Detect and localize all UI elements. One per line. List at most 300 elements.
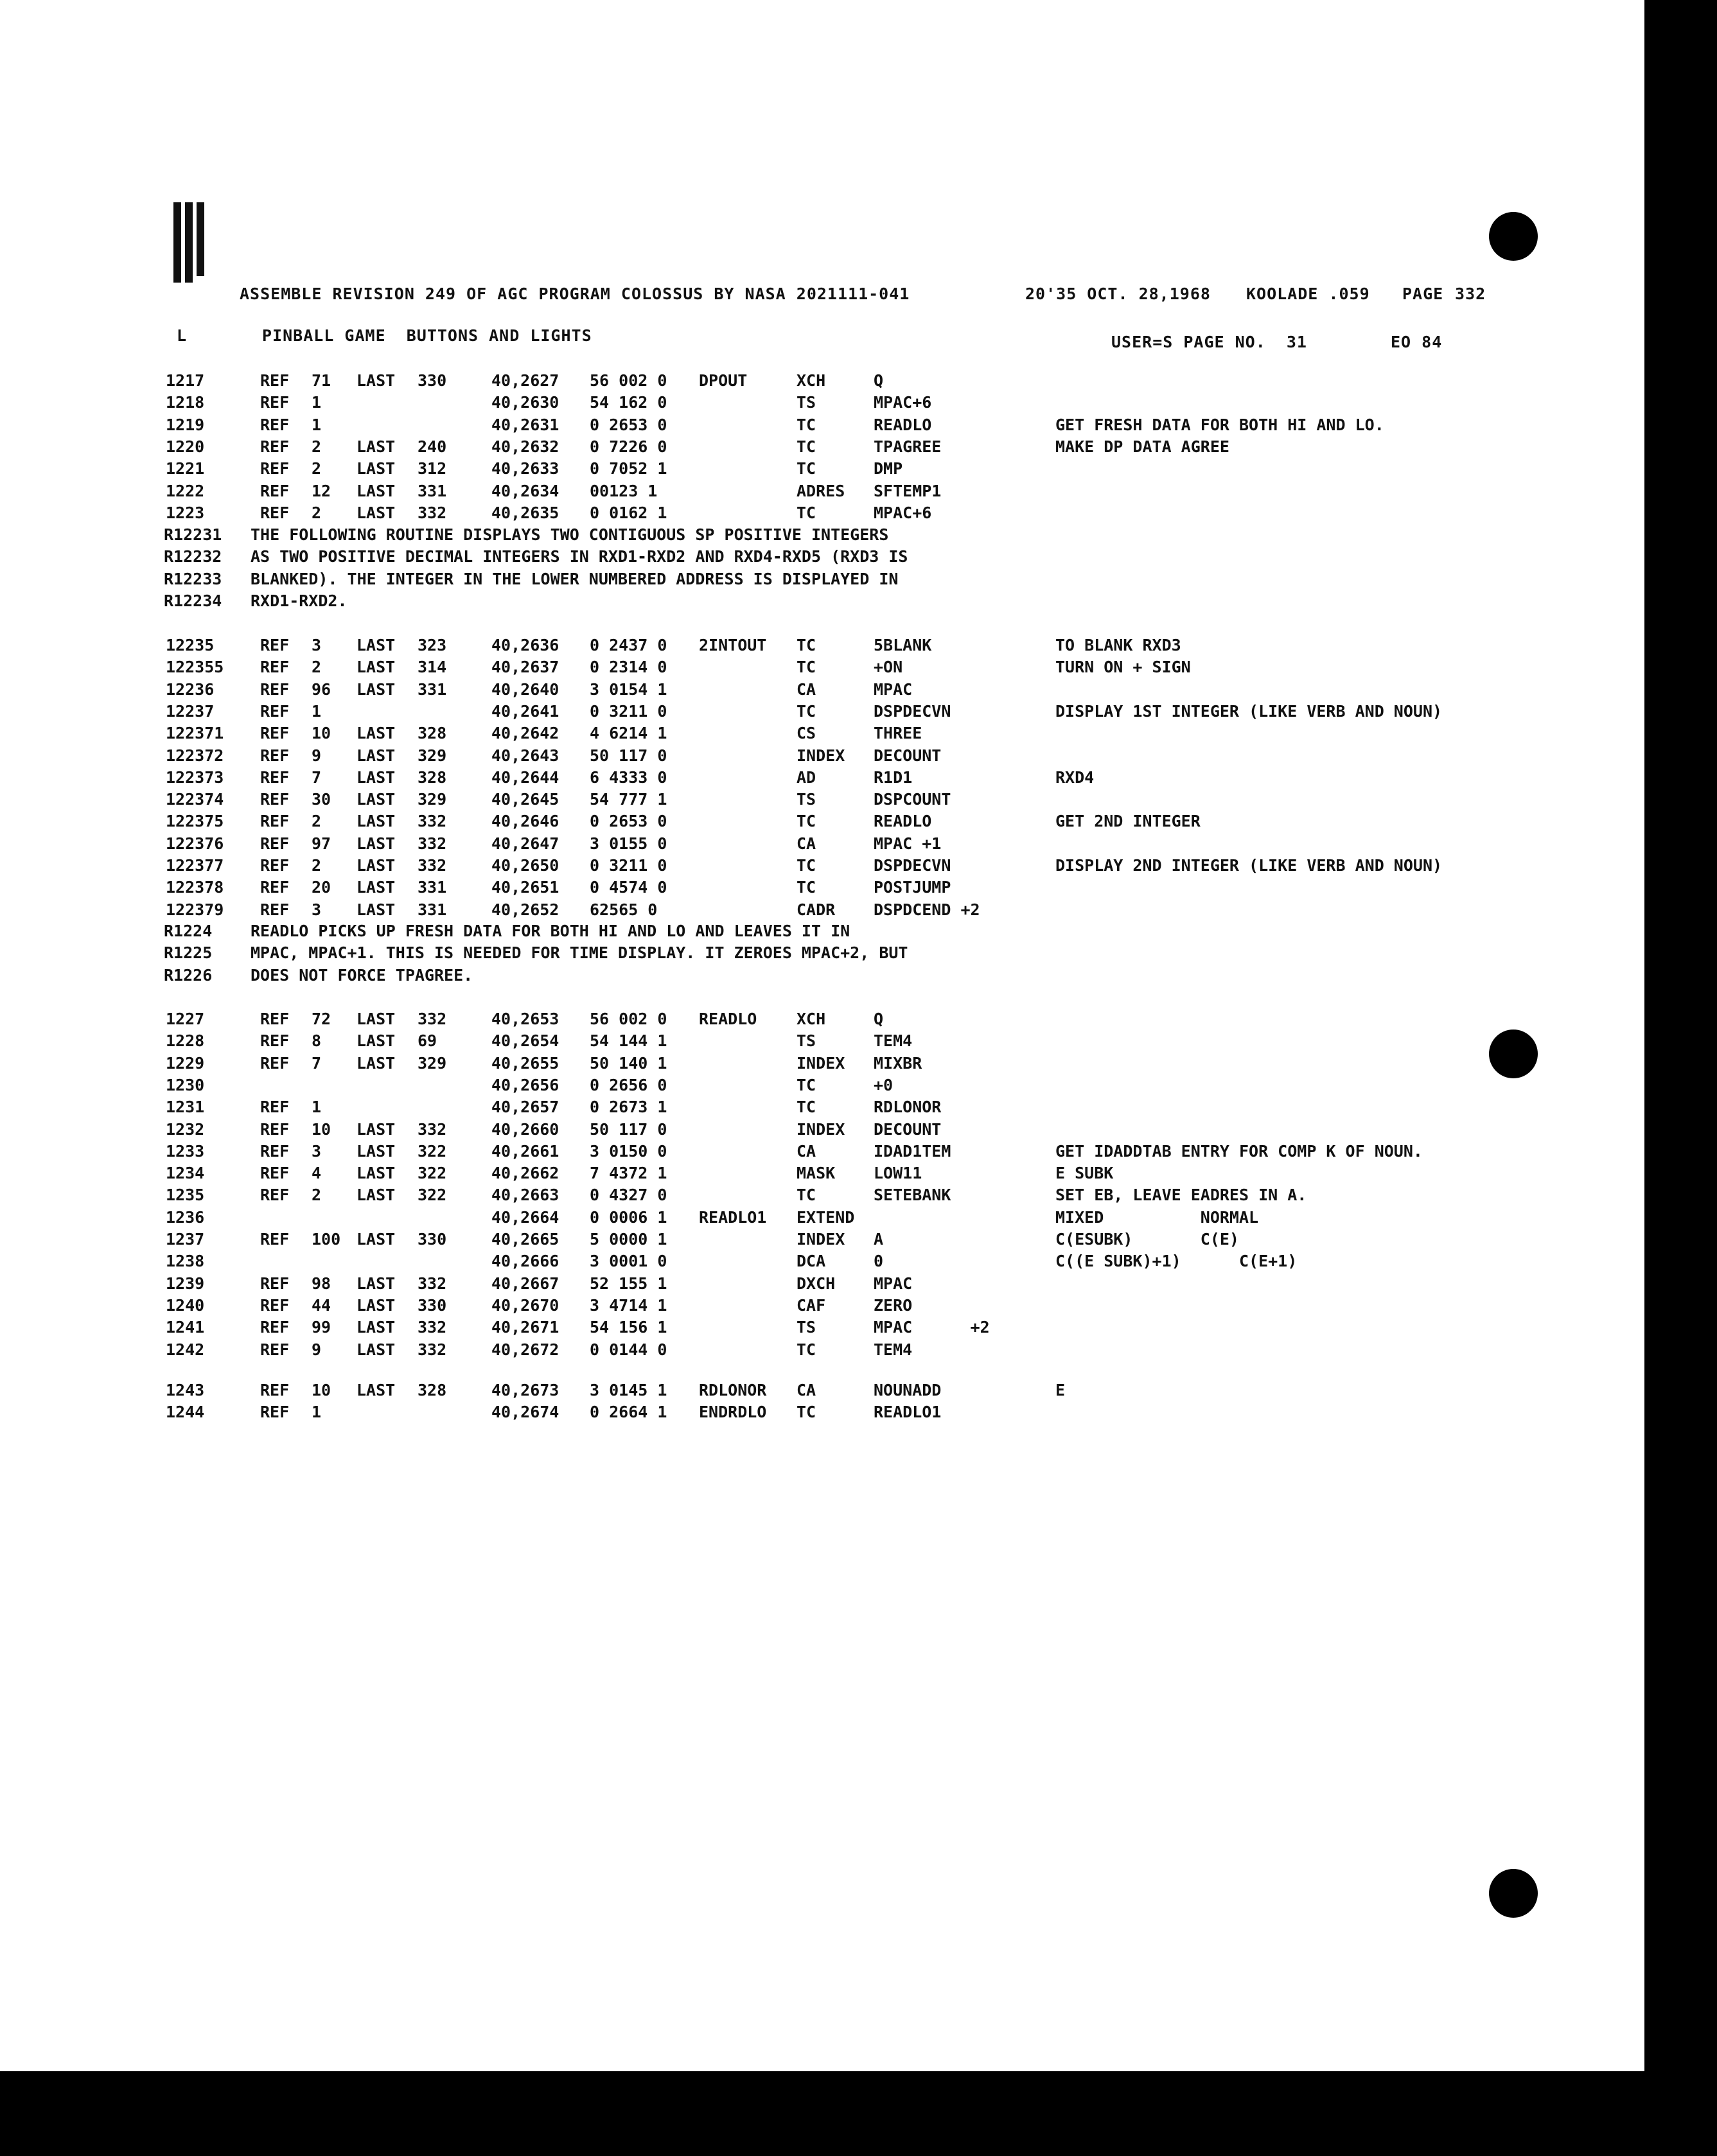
opcode: TC: [797, 1403, 816, 1422]
last-keyword: LAST: [357, 503, 396, 522]
last-page: 328: [418, 724, 447, 743]
opcode: CAF: [797, 1295, 826, 1315]
opcode: MASK: [797, 1164, 836, 1183]
ref-keyword: REF: [260, 393, 290, 412]
address: 40,2662: [491, 1164, 559, 1183]
last-page: 332: [418, 856, 447, 875]
ref-keyword: REF: [260, 878, 290, 897]
last-page: 312: [418, 459, 447, 478]
ref-count: 98: [312, 1274, 331, 1293]
line-number: 1242: [166, 1340, 205, 1359]
last-keyword: LAST: [357, 1230, 396, 1249]
ref-keyword: REF: [260, 724, 290, 743]
section-title: PINBALL GAME BUTTONS AND LIGHTS: [262, 326, 592, 345]
opcode: DXCH: [797, 1274, 836, 1293]
address: 40,2644: [491, 767, 559, 787]
machine-code: 0 2656 0: [590, 1075, 667, 1094]
opcode: TC: [797, 1186, 816, 1205]
address: 40,2670: [491, 1295, 559, 1315]
binder-hole-bottom: [1489, 1869, 1538, 1918]
operand: POSTJUMP: [874, 878, 951, 897]
remark-id: R12233: [164, 569, 222, 588]
ref-count: 44: [312, 1295, 331, 1315]
ref-count: 2: [312, 503, 322, 522]
opcode: TC: [797, 1075, 816, 1094]
ref-count: 3: [312, 1141, 322, 1161]
last-page: 331: [418, 679, 447, 699]
last-page: 329: [418, 790, 447, 809]
line-number: 1220: [166, 437, 205, 456]
operand: DMP: [874, 459, 903, 478]
last-page: 330: [418, 1295, 447, 1315]
last-page: 332: [418, 1340, 447, 1359]
ref-count: 100: [312, 1230, 341, 1249]
operand: RDLONOR: [874, 1098, 942, 1117]
address: 40,2667: [491, 1274, 559, 1293]
line-number: 122377: [166, 856, 224, 875]
address: 40,2656: [491, 1075, 559, 1094]
machine-code: 4 6214 1: [590, 724, 667, 743]
address: 40,2674: [491, 1403, 559, 1422]
ref-keyword: REF: [260, 503, 290, 522]
line-number: 1237: [166, 1230, 205, 1249]
operand: MPAC: [874, 679, 913, 699]
ref-count: 2: [312, 1186, 322, 1205]
page-number: 332: [1455, 285, 1486, 303]
comment: DISPLAY 1ST INTEGER (LIKE VERB AND NOUN): [1055, 701, 1443, 721]
last-keyword: LAST: [357, 724, 396, 743]
ref-count: 72: [312, 1010, 331, 1028]
line-number: 1239: [166, 1274, 205, 1293]
line-number: 1221: [166, 459, 205, 478]
ref-keyword: REF: [260, 812, 290, 831]
last-keyword: LAST: [357, 658, 396, 677]
operand: SETEBANK: [874, 1186, 951, 1205]
last-keyword: LAST: [357, 1119, 396, 1139]
ref-keyword: REF: [260, 1403, 290, 1422]
line-number: 1228: [166, 1031, 205, 1051]
remark-text: MPAC, MPAC+1. THIS IS NEEDED FOR TIME DISPLAY. IT ZEROES MPAC+2, BUT: [251, 943, 908, 963]
address: 40,2642: [491, 724, 559, 743]
last-page: 330: [418, 1230, 447, 1249]
opcode: TC: [797, 1340, 816, 1359]
opcode: TC: [797, 636, 816, 654]
opcode: INDEX: [797, 1053, 845, 1073]
ref-keyword: REF: [260, 1230, 290, 1249]
last-page: 332: [418, 812, 447, 831]
remark-id: R1225: [164, 943, 213, 963]
opcode: EXTEND: [797, 1207, 855, 1227]
operand: DSPDECVN: [874, 856, 951, 875]
user-id: KOOLADE .059: [1246, 285, 1370, 303]
ref-count: 7: [312, 1053, 322, 1073]
machine-code: 0 0144 0: [590, 1340, 667, 1359]
ref-keyword: REF: [260, 1164, 290, 1183]
address: 40,2631: [491, 415, 559, 434]
ref-keyword: REF: [260, 1141, 290, 1161]
machine-code: 50 117 0: [590, 1119, 667, 1139]
comment: RXD4: [1055, 767, 1095, 787]
operand: MIXBR: [874, 1053, 922, 1073]
last-page: 331: [418, 878, 447, 897]
label: READLO: [699, 1010, 757, 1028]
opcode: INDEX: [797, 1119, 845, 1139]
ref-keyword: REF: [260, 834, 290, 853]
last-keyword: LAST: [357, 371, 396, 390]
ref-keyword: REF: [260, 1010, 290, 1028]
machine-code: 56 002 0: [590, 1010, 667, 1028]
last-keyword: LAST: [357, 1295, 396, 1315]
ref-keyword: REF: [260, 1119, 290, 1139]
ref-keyword: REF: [260, 1340, 290, 1359]
machine-code: 5 0000 1: [590, 1230, 667, 1249]
comment: C((E SUBK)+1) C(E+1): [1055, 1252, 1298, 1271]
last-keyword: LAST: [357, 834, 396, 853]
operand: DSPCOUNT: [874, 790, 951, 809]
ref-count: 2: [312, 658, 322, 677]
opcode: TC: [797, 437, 816, 456]
last-page: 330: [418, 371, 447, 390]
ref-count: 1: [312, 415, 322, 434]
ref-count: 99: [312, 1318, 331, 1337]
ref-keyword: REF: [260, 1031, 290, 1051]
ref-count: 30: [312, 790, 331, 809]
line-number: 1227: [166, 1010, 205, 1028]
assembly-datetime: 20'35 OCT. 28,1968: [1025, 285, 1211, 303]
last-keyword: LAST: [357, 1164, 396, 1183]
label: ENDRDLO: [699, 1403, 767, 1422]
machine-code: 0 2664 1: [590, 1403, 667, 1422]
last-page: 328: [418, 1381, 447, 1399]
line-number: 122378: [166, 878, 224, 897]
last-page: 332: [418, 834, 447, 853]
last-keyword: LAST: [357, 636, 396, 654]
line-number: 1219: [166, 415, 205, 434]
ref-keyword: REF: [260, 746, 290, 765]
line-number: 12235: [166, 636, 215, 654]
ref-count: 71: [312, 371, 331, 390]
line-number: 1218: [166, 393, 205, 412]
operand: DSPDECVN: [874, 701, 951, 721]
address: 40,2634: [491, 481, 559, 500]
last-keyword: LAST: [357, 481, 396, 500]
ref-count: 9: [312, 1340, 322, 1359]
address: 40,2653: [491, 1010, 559, 1028]
opcode: TC: [797, 503, 816, 522]
opcode: TC: [797, 701, 816, 721]
operand: THREE: [874, 724, 922, 743]
comment: E: [1055, 1381, 1066, 1399]
ref-count: 3: [312, 900, 322, 919]
ref-count: 2: [312, 856, 322, 875]
address: 40,2664: [491, 1207, 559, 1227]
line-number: 1232: [166, 1119, 205, 1139]
last-page: 322: [418, 1164, 447, 1183]
operand: MPAC +2: [874, 1318, 990, 1337]
line-number: 122371: [166, 724, 224, 743]
operand: READLO: [874, 415, 932, 434]
line-number: 1234: [166, 1164, 205, 1183]
last-page: 332: [418, 1318, 447, 1337]
operand: IDAD1TEM: [874, 1141, 951, 1161]
remark-text: RXD1-RXD2.: [251, 591, 348, 610]
address: 40,2640: [491, 679, 559, 699]
operand: ZERO: [874, 1295, 913, 1315]
operand: MPAC +1: [874, 834, 942, 853]
ref-keyword: REF: [260, 1098, 290, 1117]
machine-code: 0 0162 1: [590, 503, 667, 522]
address: 40,2643: [491, 746, 559, 765]
last-keyword: LAST: [357, 812, 396, 831]
operand: NOUNADD: [874, 1381, 942, 1399]
last-page: 328: [418, 767, 447, 787]
ref-count: 10: [312, 1119, 331, 1139]
operand: +ON: [874, 658, 903, 677]
ref-keyword: REF: [260, 459, 290, 478]
machine-code: 0 3211 0: [590, 856, 667, 875]
line-number: 1223: [166, 503, 205, 522]
line-number: 122373: [166, 767, 224, 787]
last-keyword: LAST: [357, 767, 396, 787]
comment: GET FRESH DATA FOR BOTH HI AND LO.: [1055, 415, 1384, 434]
machine-code: 3 0001 0: [590, 1252, 667, 1271]
last-keyword: LAST: [357, 679, 396, 699]
operand: MPAC+6: [874, 393, 932, 412]
opcode: TC: [797, 812, 816, 831]
machine-code: 0 2314 0: [590, 658, 667, 677]
opcode: XCH: [797, 1010, 826, 1028]
machine-code: 3 0145 1: [590, 1381, 667, 1399]
remark-text: BLANKED). THE INTEGER IN THE LOWER NUMBERED ADDRESS IS DISPLAYED IN: [251, 569, 899, 588]
address: 40,2645: [491, 790, 559, 809]
ref-keyword: REF: [260, 767, 290, 787]
ref-keyword: REF: [260, 1274, 290, 1293]
comment: SET EB, LEAVE EADRES IN A.: [1055, 1186, 1307, 1205]
last-keyword: LAST: [357, 1186, 396, 1205]
comment: TURN ON + SIGN: [1055, 658, 1191, 677]
machine-code: 3 4714 1: [590, 1295, 667, 1315]
operand: READLO1: [874, 1403, 942, 1422]
ref-count: 97: [312, 834, 331, 853]
machine-code: 50 117 0: [590, 746, 667, 765]
last-keyword: LAST: [357, 459, 396, 478]
address: 40,2635: [491, 503, 559, 522]
machine-code: 0 0006 1: [590, 1207, 667, 1227]
ref-count: 96: [312, 679, 331, 699]
ref-keyword: REF: [260, 1381, 290, 1399]
operand: SFTEMP1: [874, 481, 942, 500]
machine-code: 3 0154 1: [590, 679, 667, 699]
address: 40,2632: [491, 437, 559, 456]
comment: MIXED NORMAL: [1055, 1207, 1259, 1227]
line-number: 1241: [166, 1318, 205, 1337]
last-page: 240: [418, 437, 447, 456]
remark-text: DOES NOT FORCE TPAGREE.: [251, 965, 473, 985]
machine-code: 6 4333 0: [590, 767, 667, 787]
label: DPOUT: [699, 371, 748, 390]
last-keyword: LAST: [357, 1031, 396, 1051]
machine-code: 00123 1: [590, 481, 658, 500]
last-page: 332: [418, 1274, 447, 1293]
ref-keyword: REF: [260, 790, 290, 809]
line-number: 1231: [166, 1098, 205, 1117]
line-number: 1233: [166, 1141, 205, 1161]
address: 40,2654: [491, 1031, 559, 1051]
comment: MAKE DP DATA AGREE: [1055, 437, 1229, 456]
opcode: CS: [797, 724, 816, 743]
line-number: 1235: [166, 1186, 205, 1205]
last-page: 331: [418, 900, 447, 919]
last-keyword: LAST: [357, 1053, 396, 1073]
last-keyword: LAST: [357, 856, 396, 875]
opcode: TC: [797, 415, 816, 434]
ref-keyword: REF: [260, 1318, 290, 1337]
remark-id: R12234: [164, 591, 222, 610]
address: 40,2630: [491, 393, 559, 412]
machine-code: 56 002 0: [590, 371, 667, 390]
line-number: 1230: [166, 1075, 205, 1094]
operand: TEM4: [874, 1340, 913, 1359]
machine-code: 0 7226 0: [590, 437, 667, 456]
opcode: TS: [797, 790, 816, 809]
last-page: 331: [418, 481, 447, 500]
line-number: 1243: [166, 1381, 205, 1399]
ref-keyword: REF: [260, 415, 290, 434]
machine-code: 0 4327 0: [590, 1186, 667, 1205]
ref-count: 12: [312, 481, 331, 500]
last-page: 332: [418, 1119, 447, 1139]
address: 40,2663: [491, 1186, 559, 1205]
operand: A: [874, 1230, 884, 1249]
ref-keyword: REF: [260, 1295, 290, 1315]
address: 40,2666: [491, 1252, 559, 1271]
line-number: 1244: [166, 1403, 205, 1422]
address: 40,2661: [491, 1141, 559, 1161]
opcode: XCH: [797, 371, 826, 390]
address: 40,2657: [491, 1098, 559, 1117]
last-keyword: LAST: [357, 1318, 396, 1337]
opcode: INDEX: [797, 746, 845, 765]
line-number: 122372: [166, 746, 224, 765]
ref-keyword: REF: [260, 1186, 290, 1205]
operand: DSPDCEND +2: [874, 900, 980, 919]
last-keyword: LAST: [357, 900, 396, 919]
label: 2INTOUT: [699, 636, 767, 654]
ref-keyword: REF: [260, 371, 290, 390]
last-page: 322: [418, 1141, 447, 1161]
ref-count: 20: [312, 878, 331, 897]
line-number: 1222: [166, 481, 205, 500]
address: 40,2641: [491, 701, 559, 721]
line-number: 12236: [166, 679, 215, 699]
address: 40,2673: [491, 1381, 559, 1399]
ref-count: 1: [312, 1098, 322, 1117]
address: 40,2655: [491, 1053, 559, 1073]
comment: E SUBK: [1055, 1164, 1114, 1183]
comment: GET IDADDTAB ENTRY FOR COMP K OF NOUN.: [1055, 1141, 1423, 1161]
line-number: 122374: [166, 790, 224, 809]
line-number: 1217: [166, 371, 205, 390]
line-number: 122355: [166, 658, 224, 677]
opcode: DCA: [797, 1252, 826, 1271]
binder-hole-top: [1489, 212, 1538, 261]
operand: MPAC: [874, 1274, 913, 1293]
operand: READLO: [874, 812, 932, 831]
operand: TEM4: [874, 1031, 913, 1051]
address: 40,2650: [491, 856, 559, 875]
operand: MPAC+6: [874, 503, 932, 522]
machine-code: 0 2673 1: [590, 1098, 667, 1117]
ref-count: 4: [312, 1164, 322, 1183]
ref-count: 2: [312, 437, 322, 456]
program-title: ASSEMBLE REVISION 249 OF AGC PROGRAM COLOSSUS BY NASA 2021111-041: [240, 285, 910, 303]
address: 40,2636: [491, 636, 559, 654]
remark-text: THE FOLLOWING ROUTINE DISPLAYS TWO CONTIGUOUS SP POSITIVE INTEGERS: [251, 525, 889, 544]
machine-code: 52 155 1: [590, 1274, 667, 1293]
operand: R1D1: [874, 767, 913, 787]
last-page: 329: [418, 746, 447, 765]
last-page: 329: [418, 1053, 447, 1073]
last-keyword: LAST: [357, 878, 396, 897]
ref-count: 1: [312, 393, 322, 412]
line-number: 1236: [166, 1207, 205, 1227]
ref-count: 10: [312, 724, 331, 743]
machine-code: 50 140 1: [590, 1053, 667, 1073]
comment: C(ESUBK) C(E): [1055, 1230, 1239, 1249]
machine-code: 54 144 1: [590, 1031, 667, 1051]
operand: Q: [874, 1010, 884, 1028]
last-keyword: LAST: [357, 1274, 396, 1293]
remark-text: AS TWO POSITIVE DECIMAL INTEGERS IN RXD1-RXD2 AND RXD4-RXD5 (RXD3 IS: [251, 547, 908, 566]
ref-keyword: REF: [260, 856, 290, 875]
remark-id: R12232: [164, 547, 222, 566]
last-keyword: LAST: [357, 1381, 396, 1399]
ref-count: 10: [312, 1381, 331, 1399]
ref-keyword: REF: [260, 900, 290, 919]
ref-count: 2: [312, 812, 322, 831]
machine-code: 54 162 0: [590, 393, 667, 412]
opcode: TC: [797, 878, 816, 897]
line-number: 1238: [166, 1252, 205, 1271]
machine-code: 54 156 1: [590, 1318, 667, 1337]
machine-code: 0 7052 1: [590, 459, 667, 478]
last-page: 69: [418, 1031, 437, 1051]
ref-keyword: REF: [260, 437, 290, 456]
label: RDLONOR: [699, 1381, 767, 1399]
operand: 5BLANK: [874, 636, 932, 654]
ref-count: 3: [312, 636, 322, 654]
opcode: AD: [797, 767, 816, 787]
ref-count: 8: [312, 1031, 322, 1051]
machine-code: 62565 0: [590, 900, 658, 919]
label: READLO1: [699, 1207, 767, 1227]
remark-id: R1224: [164, 922, 213, 940]
opcode: TC: [797, 856, 816, 875]
operand: TPAGREE: [874, 437, 942, 456]
operand: DECOUNT: [874, 746, 942, 765]
ref-keyword: REF: [260, 636, 290, 654]
eo-code: EO 84: [1391, 333, 1443, 351]
ref-count: 2: [312, 459, 322, 478]
operand: LOW11: [874, 1164, 922, 1183]
ref-keyword: REF: [260, 481, 290, 500]
opcode: TC: [797, 658, 816, 677]
last-page: 323: [418, 636, 447, 654]
last-keyword: LAST: [357, 790, 396, 809]
remark-text: READLO PICKS UP FRESH DATA FOR BOTH HI AND LO AND LEAVES IT IN: [251, 922, 850, 940]
last-keyword: LAST: [357, 1340, 396, 1359]
comment: GET 2ND INTEGER: [1055, 812, 1201, 831]
